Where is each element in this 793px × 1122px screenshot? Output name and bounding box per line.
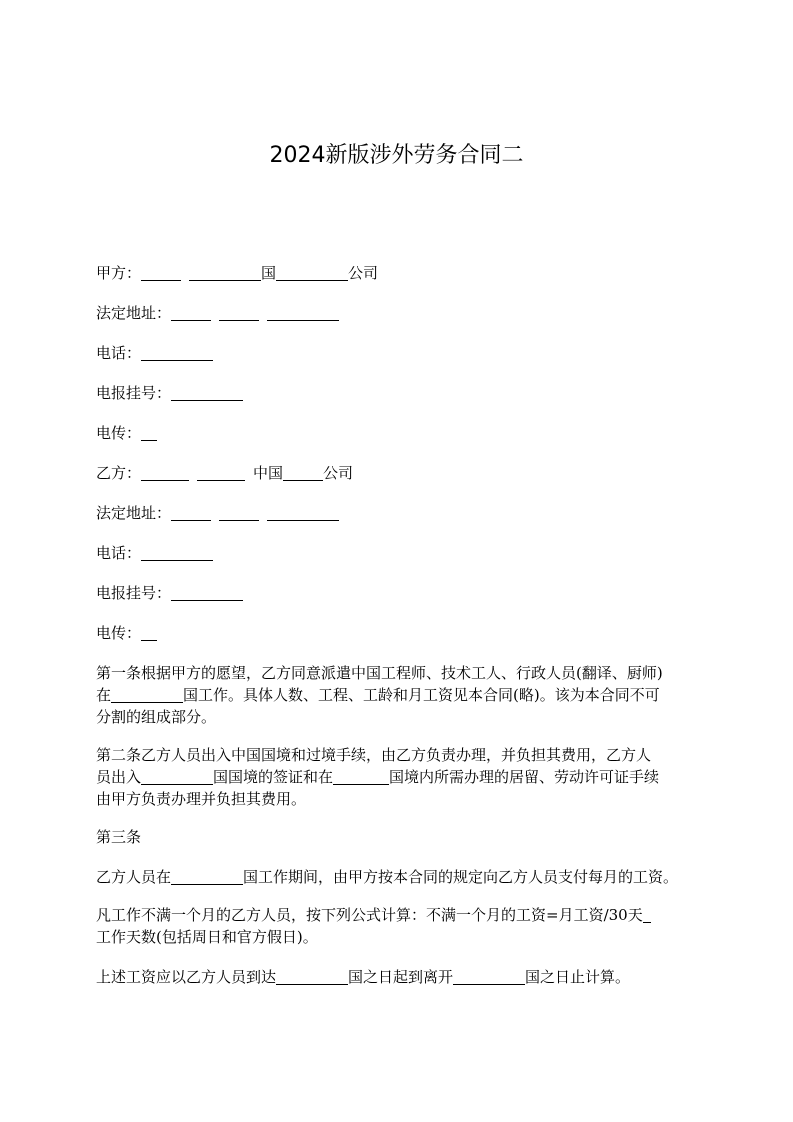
- phone-label: 电话：: [96, 344, 142, 362]
- blank-field[interactable]: [141, 465, 189, 481]
- fax-label: 电传：: [96, 424, 142, 442]
- blank-field[interactable]: [643, 907, 651, 923]
- text: 国之日起到离开: [348, 968, 454, 986]
- company-suffix: 公司: [323, 464, 354, 482]
- blank-field[interactable]: [283, 465, 323, 481]
- text: 国境内所需办理的居留、劳动许可证手续: [389, 768, 660, 786]
- party-a-fax-line: [96, 422, 716, 444]
- blank-field[interactable]: [276, 265, 348, 281]
- blank-field[interactable]: [267, 505, 339, 521]
- article-2-row: [96, 766, 718, 788]
- blank-field[interactable]: [141, 265, 181, 281]
- text: 国之日止计算。: [525, 968, 631, 986]
- document-title: 2024新版涉外劳务合同二: [269, 143, 524, 168]
- party-b-fax-line: [96, 622, 716, 644]
- blank-field[interactable]: [171, 585, 243, 601]
- article-2-row: 由甲方负责办理并负担其费用。: [96, 790, 307, 808]
- article-1: [96, 662, 718, 728]
- article-1-row: 第一条根据甲方的愿望，乙方同意派遣中国工程师、技术工人、行政人员(翻译、厨师): [96, 664, 663, 682]
- address-label: 法定地址：: [96, 304, 172, 322]
- blank-field[interactable]: [219, 505, 259, 521]
- party-a-address-line: [96, 302, 716, 324]
- blank-field[interactable]: [141, 425, 157, 441]
- article-3-p1: [96, 866, 716, 888]
- blank-field[interactable]: [171, 385, 243, 401]
- blank-field[interactable]: [267, 305, 339, 321]
- party-b-line: [96, 462, 716, 484]
- blank-field[interactable]: [141, 545, 213, 561]
- telegram-label: 电报挂号：: [96, 584, 172, 602]
- party-b-label: 乙方：: [96, 464, 142, 482]
- blank-field[interactable]: [141, 625, 157, 641]
- text: 国工作期间，由甲方按本合同的规定向乙方人员支付每月的工资。: [243, 868, 679, 886]
- blank-field[interactable]: [171, 869, 243, 885]
- text: 国国境的签证和在: [213, 768, 334, 786]
- article-1-row: [96, 684, 718, 706]
- telegram-label: 电报挂号：: [96, 384, 172, 402]
- article-3-p3: [96, 966, 716, 988]
- phone-label: 电话：: [96, 544, 142, 562]
- address-label: 法定地址：: [96, 504, 172, 522]
- blank-field[interactable]: [171, 505, 211, 521]
- article-3-p2-row: [96, 904, 718, 926]
- blank-field[interactable]: [141, 345, 213, 361]
- article-3-p2-row: 工作天数(包括周日和官方假日)。: [96, 928, 318, 946]
- text: 在: [96, 686, 112, 704]
- blank-field[interactable]: [276, 969, 348, 985]
- company-suffix: 公司: [348, 264, 379, 282]
- party-a-phone-line: [96, 342, 716, 364]
- article-1-row: 分割的组成部分。: [96, 708, 217, 726]
- text: 上述工资应以乙方人员到达: [96, 968, 277, 986]
- party-b-telegram-line: [96, 582, 716, 604]
- blank-field[interactable]: [333, 769, 389, 785]
- blank-field[interactable]: [219, 305, 259, 321]
- blank-field[interactable]: [197, 465, 245, 481]
- article-3-p2: [96, 904, 718, 948]
- text: 员出入: [96, 768, 142, 786]
- party-a-telegram-line: [96, 382, 716, 404]
- country-suffix: 国: [261, 264, 277, 282]
- party-b-phone-line: [96, 542, 716, 564]
- blank-field[interactable]: [141, 769, 213, 785]
- party-a-label: 甲方：: [96, 264, 142, 282]
- article-2-row: 第二条乙方人员出入中国国境和过境手续，由乙方负责办理，并负担其费用，乙方人: [96, 746, 652, 764]
- text: 凡工作不满一个月的乙方人员，按下列公式计算：不满一个月的工资=月工资/30天: [96, 906, 643, 924]
- party-b-address-line: [96, 502, 716, 524]
- text: 国工作。具体人数、工程、工龄和月工资见本合同(略)。该为本合同不可: [183, 686, 660, 704]
- china-label: 中国: [253, 464, 284, 482]
- text: 乙方人员在: [96, 868, 172, 886]
- blank-field[interactable]: [111, 687, 183, 703]
- blank-field[interactable]: [189, 265, 261, 281]
- party-a-line: [96, 262, 716, 284]
- article-2: [96, 744, 718, 810]
- article-3-heading: 第三条: [96, 828, 142, 846]
- blank-field[interactable]: [171, 305, 211, 321]
- blank-field[interactable]: [453, 969, 525, 985]
- fax-label: 电传：: [96, 624, 142, 642]
